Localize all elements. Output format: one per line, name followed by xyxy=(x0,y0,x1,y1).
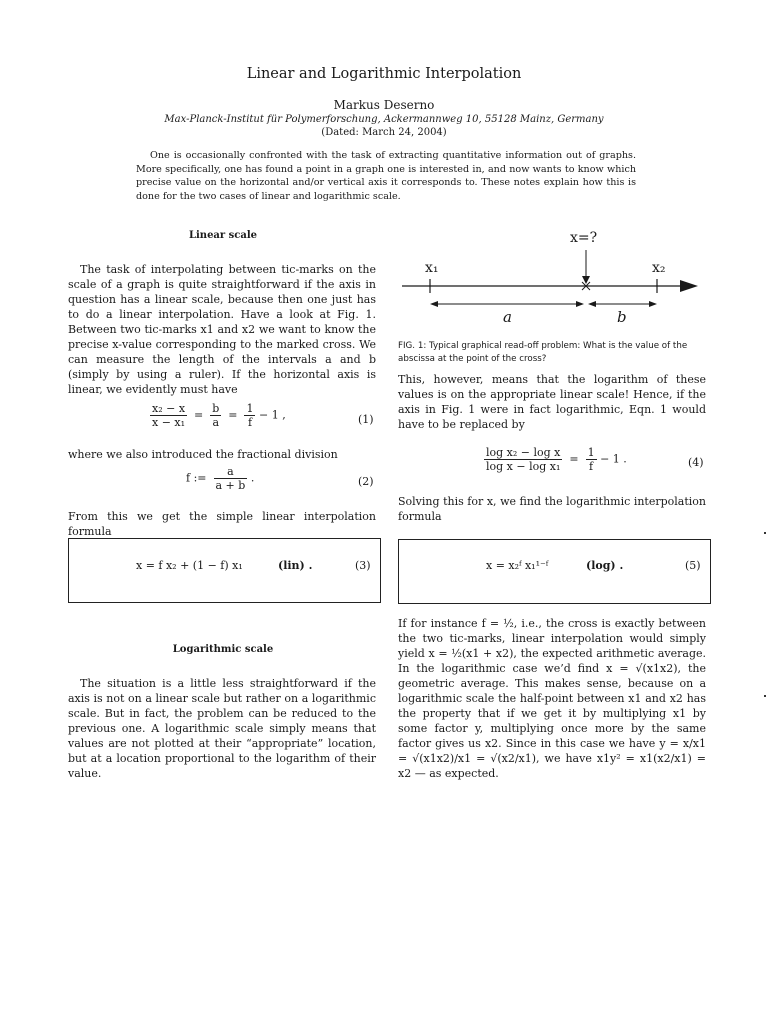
interval-a-left-arrow xyxy=(430,301,438,307)
eq2-num: a xyxy=(214,465,248,479)
equation-number-2: (2) xyxy=(358,475,374,488)
figure-1 xyxy=(398,224,708,334)
eq1-mid-num: b xyxy=(212,402,220,415)
equation-number-1: (1) xyxy=(358,413,374,426)
figure-query-label: x=? xyxy=(570,230,598,246)
x2-tick-label: x₂ xyxy=(652,260,666,276)
equation-number-4: (4) xyxy=(688,456,704,469)
equation-5-tag: (log) . xyxy=(586,559,624,572)
eq4-left-num: log x₂ − log x xyxy=(486,446,561,459)
author-name: Markus Deserno xyxy=(333,98,435,112)
eq2-fraction xyxy=(214,465,248,492)
log-paragraph-2: This, however, means that the logarithm of these values is on the appropriate linear scale! Hence, if the axis in Fig. 1 were in fact logarithmic, Eqn. 1 would have to be replaced by xyxy=(398,373,706,431)
eq1-right-num: 1 xyxy=(246,402,254,415)
figure-caption: FIG. 1: Typical graphical read-off problem: What is the value of the abscissa at the point of the cross? xyxy=(398,341,688,364)
section-heading-logarithmic: Logarithmic scale xyxy=(172,644,274,655)
eq1-tail: − 1 , xyxy=(258,408,286,422)
x1-tick-label: x₁ xyxy=(425,260,439,276)
log-paragraph-1: The situation is a little less straightforward if the axis is not on a linear scale but rather on a logarithmic scale. But in fact, the problem can be reduced to the previous one. A logarithmic scale simply means that values are not plotted at their “appropriate” location, but at a location proportional to the logarithm of their value. xyxy=(68,677,376,780)
equation-3: x = f x₂ + (1 − f) x₁ xyxy=(136,559,243,572)
eq1-right-den: f xyxy=(247,416,253,429)
equation-number-3: (3) xyxy=(355,559,371,572)
interval-b-left-arrow xyxy=(588,301,596,307)
equation-4: $\frac{\text{log x₂ − log x}}{\text{log x − log x₁}}$ = $\frac{1}{f}$ − 1 . xyxy=(486,446,627,473)
edge-mark xyxy=(764,532,766,534)
interval-a-label: a xyxy=(503,308,512,326)
equation-5-box xyxy=(398,539,711,604)
eq4-left-den: log x − log x₁ xyxy=(486,460,561,473)
eq4-right-fraction xyxy=(586,446,597,473)
eq1-right-fraction xyxy=(244,402,255,429)
section-heading-linear: Linear scale xyxy=(188,230,258,241)
equation-1: $\frac{\text{x₂ − x}}{\text{x − x₁}}$ = $\frac{b}{a}$ = $\frac{1}{f}$ − 1 , xyxy=(152,402,286,429)
eq4-right-den: f xyxy=(589,460,594,473)
eq2-den: a + b xyxy=(215,479,246,492)
log-paragraph-3: Solving this for x, we find the logarithmic interpolation formula xyxy=(398,495,706,523)
linear-paragraph-3: From this we get the simple linear interpolation formula xyxy=(68,510,376,538)
linear-paragraph-1: The task of interpolating between tic-marks on the scale of a graph is quite straightforward if the axis in question has a linear scale, because then one just has to do a linear interpolation. Have a look at Fig. 1. Between two tic-marks x1 and x2 we want to know the precise x-value corresponding to the marked cross. We can measure the length of the intervals a and b (simply by using a ruler). If the horizontal axis is linear, we evidently must have xyxy=(68,263,376,396)
log-paragraph-4: If for instance f = ½, i.e., the cross is exactly between the two tic-marks, linear interpolation would simply yield x = ½(x1 + x2), the expected arithmetic average. In the logarithmic case we’d find x = √(x1x2), the geometric average. This makes sense, because on a logarithmic scale the half-point between x1 and x2 has the property that if we get it by multiplying x1 by some factor y, multiplying once more by the same factor gives us x2. Since in this case we have y = x/x1 = √(x1x2)/x1 = √(x2/x1), we have x1y² = x1(x2/x1) = x2 — as expected. xyxy=(398,617,706,780)
eq4-tail: − 1 . xyxy=(600,452,627,466)
abstract: One is occasionally confronted with the task of extracting quantitative information out of graphs. More specifically, one has found a point in a graph one is interested in, and now wants to know which precise value on the horizontal and/or vertical axis it corresponds to. These notes explain how this is done for the two cases of linear and logarithmic scale. xyxy=(136,150,636,202)
affiliation: Max-Planck-Institut für Polymerforschung, Ackermannweg 10, 55128 Mainz, Germany xyxy=(164,114,604,125)
equation-number-5: (5) xyxy=(685,559,701,572)
eq1-mid-fraction xyxy=(210,402,221,429)
edge-mark xyxy=(764,695,766,697)
interval-a-right-arrow xyxy=(576,301,584,307)
interval-b-label: b xyxy=(617,308,627,326)
eq1-mid-den: a xyxy=(212,416,220,429)
eq1-left-num: x₂ − x xyxy=(152,402,186,415)
equation-5: x = x₂ᶠ x₁¹⁻ᶠ xyxy=(486,559,549,572)
eq2-lhs: f := xyxy=(186,471,207,485)
eq4-right-num: 1 xyxy=(587,446,595,459)
eq4-left-fraction xyxy=(484,446,562,473)
equation-3-tag: (lin) . xyxy=(278,559,313,572)
equation-2 xyxy=(186,465,316,492)
linear-paragraph-2: where we also introduced the fractional division xyxy=(68,448,338,461)
eq1-left-fraction xyxy=(150,402,187,429)
date-line: (Dated: March 24, 2004) xyxy=(321,127,447,138)
eq1-left-den: x − x₁ xyxy=(152,416,186,429)
interval-b-right-arrow xyxy=(649,301,657,307)
axis-arrow-head xyxy=(680,280,698,292)
eq2-tail: . xyxy=(250,471,255,485)
paper-title: Linear and Logarithmic Interpolation xyxy=(246,66,522,82)
